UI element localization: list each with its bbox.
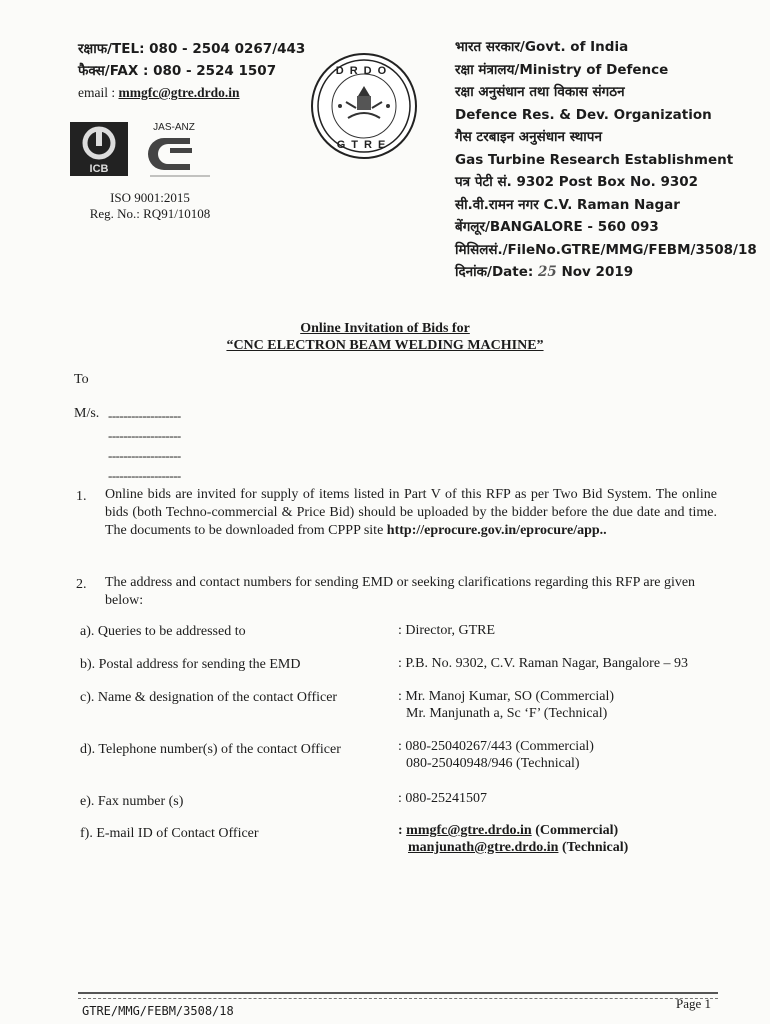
city-line: बेंगलूर/BANGALORE - 560 093: [455, 219, 659, 235]
commercial-officer: : Mr. Manoj Kumar, SO (Commercial): [398, 689, 615, 704]
drdo-hindi-line: रक्षा अनुसंधान तथा विकास संगठन: [455, 84, 625, 100]
contact-row-value: : Director, GTRE: [398, 623, 496, 638]
emblem-seal-icon: [310, 52, 418, 160]
paragraph-2: The address and contact numbers for sending EMD or seeking clarifications regarding this RFP are given below:: [105, 575, 696, 608]
jas-anz-text: JAS-ANZ: [153, 122, 195, 133]
technical-officer: Mr. Manjunath a, Sc ‘F’ (Technical): [406, 706, 608, 721]
paragraph-1-number: 1.: [76, 489, 87, 504]
email-label: email :: [78, 85, 119, 100]
contact-row-value: [398, 688, 614, 722]
ministry-line: रक्षा मंत्रालय/Ministry of Defence: [455, 61, 669, 78]
paragraph-1: [105, 486, 717, 540]
gtre-hindi-line: गैस टरबाइन अनुसंधान स्थापन: [455, 129, 602, 145]
blank-line: -------------------: [108, 408, 181, 423]
seal-bottom-text: GTRE: [336, 139, 392, 151]
contact-row-label: a). Queries to be addressed to: [80, 624, 246, 639]
document-title: [0, 320, 770, 354]
contact-row-label: f). E-mail ID of Contact Officer: [80, 826, 259, 841]
paragraph-1-text: Online bids are invited for supply of items listed in Part V of this RFP as per Two Bid System. The online bids (both Techno-commercial & Price Bid) should be uploaded by the bidder before the due date and time. The documents to be downloaded from CPPP site: [105, 487, 717, 538]
paragraph-2-number: 2.: [76, 577, 87, 592]
contact-row-value: : mmgfc@gtre.drdo.in (Commercial) manjunath@gtre.drdo.in (Technical): [398, 823, 629, 855]
date-label: दिनांक/Date:: [455, 264, 538, 280]
iso-certification: [70, 190, 230, 222]
title-line-2: “CNC ELECTRON BEAM WELDING MACHINE”: [226, 338, 544, 353]
footer-divider: [78, 992, 718, 999]
blank-line: -------------------: [108, 448, 181, 463]
blank-line: -------------------: [108, 428, 181, 443]
iso-standard: ISO 9001:2015: [110, 190, 190, 205]
nagar-line: सी.वी.रामन नगर C.V. Raman Nagar: [455, 196, 680, 213]
date-month-year: Nov 2019: [561, 264, 634, 280]
technical-email-suffix: (Technical): [558, 840, 629, 855]
addressee-ms: M/s.: [74, 406, 100, 421]
seal-top-text: DRDO: [335, 65, 393, 77]
contact-row-label: d). Telephone number(s) of the contact Officer: [80, 742, 341, 757]
title-line-1: Online Invitation of Bids for: [300, 321, 470, 336]
drdo-english-line: Defence Res. & Dev. Organization: [455, 106, 712, 123]
technical-phone: 080-25040948/946 (Technical): [406, 756, 580, 771]
commercial-email-link[interactable]: mmgfc@gtre.drdo.in: [406, 823, 532, 838]
govt-line: भारत सरकार/Govt. of India: [455, 39, 629, 55]
contact-row-label: b). Postal address for sending the EMD: [80, 657, 301, 672]
jas-anz-g-mark-icon: [148, 138, 190, 170]
date-day: 25: [537, 264, 557, 280]
registration-number: Reg. No.: RQ91/10108: [89, 206, 211, 221]
contact-row-label: c). Name & designation of the contact Officer: [80, 690, 338, 705]
commercial-email-suffix: (Commercial): [531, 823, 619, 838]
drdo-gtre-seal: [310, 52, 418, 160]
addressee-to: To: [74, 372, 89, 387]
cppp-site-link[interactable]: http://eprocure.gov.in/eprocure/app..: [386, 523, 607, 538]
commercial-phone: : 080-25040267/443 (Commercial): [398, 739, 594, 754]
email-link[interactable]: mmgfc@gtre.drdo.in: [118, 85, 240, 100]
email-line: [78, 82, 305, 104]
icb-badge-text: ICB: [89, 163, 109, 175]
fax-line: फैक्स/FAX : 080 - 2524 1507: [78, 63, 277, 79]
header-contact-block: [78, 38, 305, 104]
contact-row-value: : P.B. No. 9302, C.V. Raman Nagar, Bangalore – 93: [398, 656, 689, 671]
certification-logos: [70, 118, 220, 180]
organisation-address-block: [455, 36, 757, 284]
file-number-line: मिसिलसं./FileNo.GTRE/MMG/FEBM/3508/18: [455, 241, 757, 258]
footer-page-number: Page 1: [676, 996, 712, 1011]
contact-row-value: : 080-25241507: [398, 791, 488, 806]
addressee-blank-lines: [108, 406, 181, 486]
contact-row-value: [398, 738, 594, 772]
date-line: [455, 261, 757, 284]
technical-email-link[interactable]: manjunath@gtre.drdo.in: [408, 840, 559, 855]
blank-line: -------------------: [108, 468, 181, 483]
post-box-line: पत्र पेटी सं. 9302 Post Box No. 9302: [455, 174, 699, 190]
gtre-english-line: Gas Turbine Research Establishment: [455, 151, 734, 168]
contact-row-label: e). Fax number (s): [80, 794, 184, 809]
footer-file-reference: GTRE/MMG/FEBM/3508/18: [82, 1004, 234, 1018]
icb-certification-logo: [70, 118, 220, 180]
telephone-line: रक्षाफ/TEL: 080 - 2504 0267/443: [78, 41, 306, 57]
